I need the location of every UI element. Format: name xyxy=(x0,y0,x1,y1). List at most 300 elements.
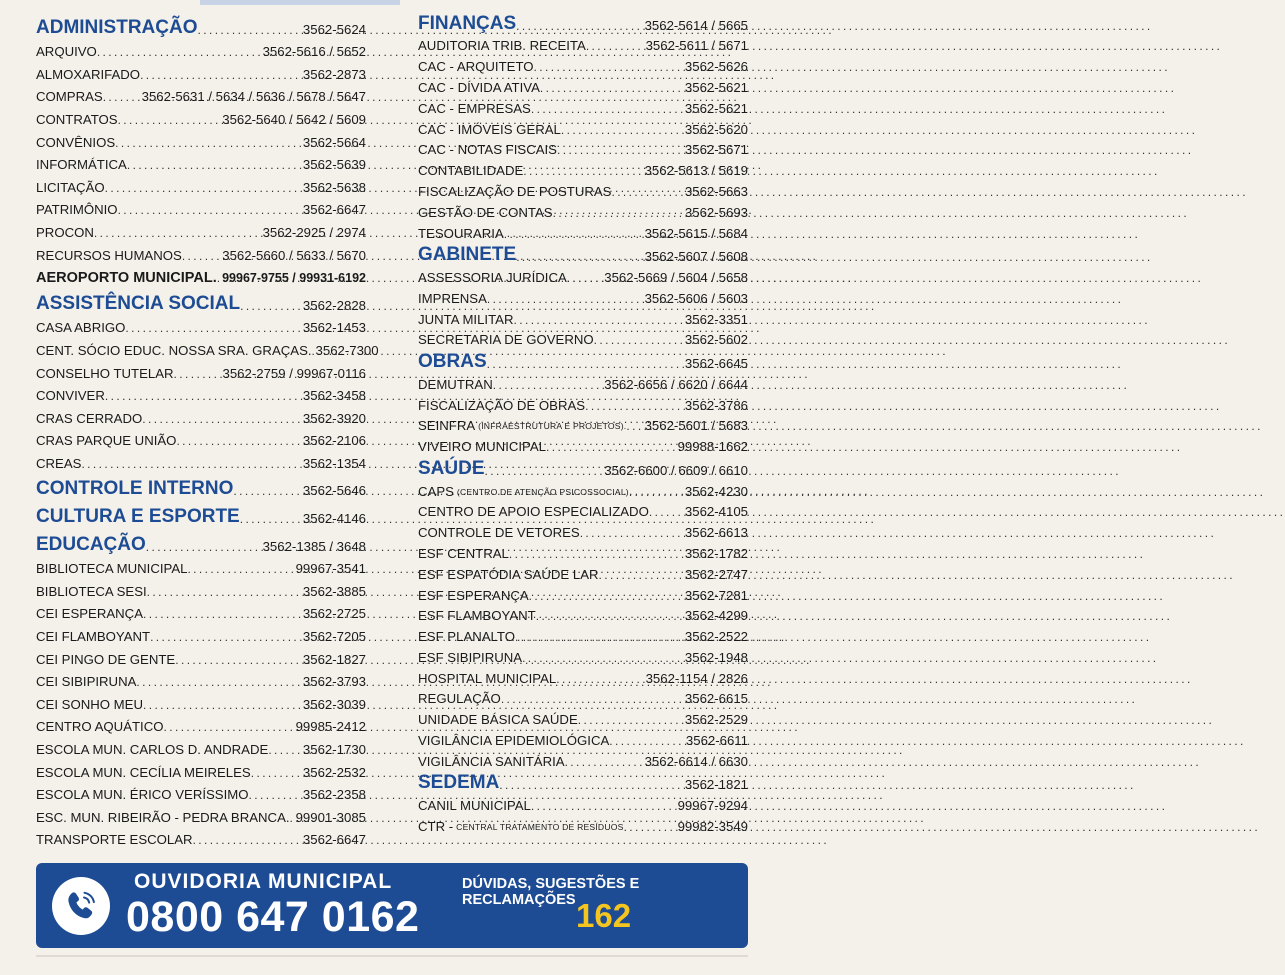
directory-column-right xyxy=(418,10,748,835)
phone-number[interactable]: 3562-1730 xyxy=(302,742,366,757)
section-heading-row xyxy=(418,770,748,794)
dot-leader xyxy=(146,539,263,555)
department-note: (INFRAESTRUTURA E PROJETOS). xyxy=(478,421,627,432)
section-title: CONTROLE INTERNO xyxy=(36,478,234,500)
directory-row xyxy=(418,500,748,521)
phone-number[interactable]: 3562-6614 / 6630 xyxy=(644,753,748,769)
department-name: CAC - NOTAS FISCAIS xyxy=(418,142,557,158)
dot-leader xyxy=(164,719,296,735)
dot-leader xyxy=(81,456,302,472)
dot-leader xyxy=(516,249,644,265)
dot-leader xyxy=(624,819,678,835)
department-name: ESF FLAMBOYANT xyxy=(418,608,536,624)
directory-row xyxy=(36,427,366,450)
department-name: LICITAÇÃO xyxy=(36,179,105,195)
dot-leader xyxy=(150,629,303,645)
department-name: SEINFRA xyxy=(418,418,476,434)
dot-leader xyxy=(529,588,685,604)
department-name: INFORMÁTICA xyxy=(36,157,127,173)
dot-leader xyxy=(556,671,645,687)
directory-row xyxy=(418,286,748,307)
dot-leader xyxy=(516,18,644,34)
dot-leader xyxy=(515,629,685,645)
dot-leader xyxy=(531,798,678,814)
phone-number[interactable]: 3562-5663 xyxy=(684,183,748,199)
phone-number[interactable]: 3562-5606 / 5603 xyxy=(644,290,748,306)
department-name: CAC - IMÓVEIS GERAL xyxy=(418,121,561,137)
phone-number[interactable]: 3562-2759 / 99967-0116 xyxy=(222,365,366,381)
phone-number[interactable]: 3562-5607 / 5608 xyxy=(644,249,748,265)
directory-column-left xyxy=(36,10,379,848)
department-name: CONTROLE DE VETORES xyxy=(418,525,580,541)
phone-number[interactable]: 3562-3793 xyxy=(302,674,366,690)
dot-leader xyxy=(176,433,302,449)
dot-leader xyxy=(509,546,685,562)
phone-number[interactable]: 3562-1453 xyxy=(302,320,366,336)
phone-number[interactable]: 3562-6645 xyxy=(684,355,748,371)
phone-number[interactable]: 3562-5631 / 5634 / 5636 / 5678 / 5647 xyxy=(141,89,366,105)
ouvidoria-banner xyxy=(36,863,748,948)
dot-leader xyxy=(546,439,678,455)
directory-row xyxy=(418,645,748,666)
directory-row xyxy=(418,814,748,835)
department-name: ESF CENTRAL xyxy=(418,545,509,561)
department-name: CONSELHO TUTELAR xyxy=(36,365,174,381)
department-name: CONVIVER xyxy=(36,388,105,404)
phone-number[interactable]: 3562-5613 / 5619 xyxy=(644,163,748,179)
dot-leader xyxy=(97,44,263,60)
phone-number[interactable]: 3562-5664 xyxy=(302,134,366,150)
phone-number[interactable]: 3562-4146 xyxy=(302,511,366,527)
phone-number[interactable]: 3562-6656 / 6620 / 6644 xyxy=(604,376,748,392)
directory-row xyxy=(418,666,748,687)
department-name: CEI FLAMBOYANT xyxy=(36,629,151,645)
dot-leader xyxy=(198,22,303,38)
directory-row xyxy=(36,264,366,287)
directory-row xyxy=(418,479,748,500)
dot-leader xyxy=(629,484,685,500)
phone-number[interactable]: 3562-6647 xyxy=(302,202,366,218)
phone-number[interactable]: 3562-5624 xyxy=(302,21,366,37)
dot-leader xyxy=(611,184,684,200)
department-name: CASA ABRIGO xyxy=(36,320,126,336)
department-name: BIBLIOTECA MUNICIPAL xyxy=(36,561,188,577)
dot-leader xyxy=(127,157,303,173)
section-title: ASSISTÊNCIA SOCIAL xyxy=(36,292,241,314)
directory-row xyxy=(36,735,366,758)
department-name: CAC - DÍVIDA ATIVA xyxy=(418,79,540,95)
phone-number[interactable]: 3562-4299 xyxy=(684,608,748,624)
dot-leader xyxy=(233,483,303,499)
dot-leader xyxy=(268,742,303,758)
dot-leader xyxy=(174,366,223,382)
directory-row xyxy=(36,826,366,849)
department-name: CONTRATOS xyxy=(36,111,118,127)
phone-number[interactable]: 3562-2529 xyxy=(684,712,748,728)
dot-leader xyxy=(504,226,645,242)
dot-leader xyxy=(649,504,685,520)
section-heading-row xyxy=(36,10,366,38)
dot-leader xyxy=(534,59,685,75)
department-name: ESCOLA MUN. ÉRICO VERÍSSIMO xyxy=(36,787,249,803)
department-name: CAPS xyxy=(418,483,454,499)
dot-leader xyxy=(536,608,685,624)
section-title: GABINETE xyxy=(418,244,517,266)
directory-row xyxy=(418,372,748,393)
department-name: ESF ESPERANÇA xyxy=(418,587,529,603)
department-name: CEI ESPERANÇA xyxy=(36,606,143,622)
dot-leader xyxy=(182,248,222,264)
section-heading-row xyxy=(36,472,366,500)
department-name: JUNTA MILITAR xyxy=(418,311,514,327)
dot-leader xyxy=(487,356,685,372)
department-name: CTR - xyxy=(418,819,454,835)
directory-row xyxy=(36,449,366,472)
directory-row xyxy=(36,577,366,600)
department-name: CONVÊNIOS xyxy=(36,134,116,150)
directory-row xyxy=(418,749,748,770)
phone-number[interactable]: 3562-5640 / 5642 / 5609 xyxy=(222,111,366,127)
phone-number[interactable]: 3562-1948 xyxy=(684,649,748,665)
ouvidoria-title: OUVIDORIA MUNICIPAL xyxy=(134,870,393,893)
department-name: ASSESSORIA JURÍDICA xyxy=(418,269,567,285)
phone-number[interactable]: 99988-1662 xyxy=(677,439,748,455)
dot-leader xyxy=(599,567,685,583)
department-name: ESF ESPATÓDIA SAÚDE LAR xyxy=(418,566,599,582)
department-name: CENT. SÓCIO EDUC. NOSSA SRA. GRAÇAS. xyxy=(36,342,312,358)
department-name: REGULAÇÃO xyxy=(418,691,501,707)
phone-number[interactable]: 3562-7281 xyxy=(684,587,748,603)
phone-number[interactable]: 3562-7205 xyxy=(302,629,366,645)
section-heading-row xyxy=(418,455,748,479)
department-name: CENTRO AQUÁTICO xyxy=(36,719,164,735)
dot-leader xyxy=(103,89,142,105)
dot-leader xyxy=(580,525,685,541)
directory-row xyxy=(418,34,748,55)
directory-row xyxy=(418,328,748,349)
dot-leader xyxy=(240,511,303,527)
phone-number[interactable]: 3562-5611 / 5671 xyxy=(645,38,748,54)
phone-number[interactable]: 99967-9294 xyxy=(677,798,748,814)
phone-number[interactable]: 3562-6600 / 6609 / 6610 xyxy=(604,462,748,478)
phone-number[interactable]: 3562-5646 xyxy=(302,483,366,499)
department-name: VIGILÂNCIA SANITÁRIA xyxy=(418,753,565,769)
section-heading-row xyxy=(36,499,366,527)
phone-number[interactable]: 99901-3085 xyxy=(295,809,366,825)
department-name: BIBLIOTECA SESI xyxy=(36,583,147,599)
directory-row xyxy=(36,803,366,826)
directory-row xyxy=(36,105,366,128)
phone-icon xyxy=(52,877,110,935)
section-heading-row xyxy=(418,10,748,34)
phone-number[interactable]: 3562-7300 xyxy=(315,342,379,358)
dot-leader xyxy=(594,332,685,348)
dot-leader xyxy=(94,225,263,241)
bottom-divider xyxy=(36,955,748,957)
directory-row xyxy=(418,687,748,708)
section-title: ADMINISTRAÇÃO xyxy=(36,16,198,38)
directory-row xyxy=(418,221,748,242)
department-note: (CENTRO DE ATENÇÃO PSICOSSOCIAL) xyxy=(456,486,629,497)
department-name: CREAS xyxy=(36,455,82,471)
department-name: DEMUTRAN xyxy=(418,376,493,392)
phone-number[interactable]: 3562-5660 / 5633 / 5670 xyxy=(222,247,366,263)
phone-number[interactable]: 3562-6613 xyxy=(684,525,748,541)
dot-leader xyxy=(493,377,605,393)
dot-leader xyxy=(522,650,685,666)
directory-row xyxy=(36,173,366,196)
directory-row xyxy=(418,54,748,75)
phone-number[interactable]: 3562-5693 xyxy=(684,204,748,220)
directory-row xyxy=(36,314,366,337)
dot-leader xyxy=(561,122,685,138)
directory-row xyxy=(36,690,366,713)
directory-row xyxy=(36,151,366,174)
directory-row xyxy=(418,793,748,814)
phone-number[interactable]: 3562-1154 / 2826 xyxy=(645,670,748,686)
dot-leader xyxy=(586,38,646,54)
phone-number[interactable]: 3562-5621 xyxy=(684,100,748,116)
directory-row xyxy=(36,600,366,623)
dot-leader xyxy=(557,142,685,158)
department-name: TESOURARIA xyxy=(418,225,504,241)
directory-row xyxy=(418,117,748,138)
directory-row xyxy=(418,707,748,728)
directory-row xyxy=(418,96,748,117)
directory-row xyxy=(418,624,748,645)
department-note: CENTRAL TRATAMENTO DE RESÍDUOS xyxy=(456,822,624,833)
phone-number[interactable]: 3562-5621 xyxy=(684,79,748,95)
directory-row xyxy=(36,713,366,736)
phone-number[interactable]: 99985-2412 xyxy=(295,719,366,735)
department-name: CEI SIBIPIRUNA xyxy=(36,674,137,690)
department-name: AUDITORIA TRIB. RECEITA xyxy=(418,38,586,54)
department-name: CANIL MUNICIPAL xyxy=(418,798,531,814)
directory-row xyxy=(418,179,748,200)
department-name: SECRETARIA DE GOVERNO xyxy=(418,332,594,348)
department-name: ESF SIBIPIRUNA xyxy=(418,649,523,665)
dot-leader xyxy=(118,202,303,218)
phone-number[interactable]: 3562-2925 / 2974 xyxy=(262,224,366,240)
phone-number[interactable]: 3562-2747 xyxy=(684,566,748,582)
dot-leader xyxy=(251,765,303,781)
directory-row xyxy=(36,668,366,691)
department-name: VIVEIRO MUNICIPAL xyxy=(418,439,546,455)
department-name: ARQUIVO xyxy=(36,44,97,60)
dot-leader xyxy=(609,733,686,749)
dot-leader xyxy=(187,561,295,577)
phone-number[interactable]: 3562-2828 xyxy=(302,297,366,313)
phone-number[interactable]: 3562-2106 xyxy=(302,433,366,449)
phone-number[interactable]: 3562-2358 xyxy=(302,787,366,803)
department-name: CAC - EMPRESAS xyxy=(418,100,531,116)
ouvidoria-phone-number[interactable]: 0800 647 0162 xyxy=(126,893,420,941)
dot-leader xyxy=(499,777,685,793)
phone-number[interactable]: 3562-5615 / 5684 xyxy=(644,225,748,241)
dot-leader xyxy=(240,298,303,314)
department-name: HOSPITAL MUNICIPAL xyxy=(418,670,557,686)
directory-row xyxy=(418,562,748,583)
department-name: VIGILÂNCIA EPIDEMIOLÓGICA xyxy=(418,733,610,749)
dot-leader xyxy=(540,80,685,96)
phone-number[interactable]: 3562-5669 / 5604 / 5658 xyxy=(604,269,748,285)
phone-number[interactable]: 3562-5601 / 5683 xyxy=(644,418,748,434)
phone-number[interactable]: 3562-5614 / 5665 xyxy=(644,17,748,33)
dot-leader xyxy=(626,418,644,434)
directory-row xyxy=(418,583,748,604)
dot-leader xyxy=(501,691,685,707)
phone-number[interactable]: 3562-4230 xyxy=(684,483,748,499)
phone-number[interactable]: 3562-5616 / 5652 xyxy=(262,44,366,60)
phone-number[interactable]: 3562-2522 xyxy=(684,629,748,645)
department-name: ESC. MUN. RIBEIRÃO - PEDRA BRANCA. xyxy=(36,809,290,825)
section-heading-row xyxy=(418,348,748,372)
phone-number[interactable]: 99982-3549 xyxy=(677,819,748,835)
department-name: ALMOXARIFADO xyxy=(36,66,141,82)
section-title: FINANÇAS xyxy=(418,12,517,34)
directory-row xyxy=(418,541,748,562)
phone-number[interactable]: 3562-6615 xyxy=(684,691,748,707)
directory-row xyxy=(418,75,748,96)
department-name: UNIDADE BÁSICA SAÚDE xyxy=(418,712,578,728)
dot-leader xyxy=(115,135,303,151)
department-name: AEROPORTO MUNICIPAL. xyxy=(36,270,217,287)
section-heading-row xyxy=(36,286,366,314)
phone-number[interactable]: 3562-5602 xyxy=(684,332,748,348)
section-heading-row xyxy=(418,242,748,266)
directory-row xyxy=(36,404,366,427)
department-name: PROCON xyxy=(36,224,94,240)
phone-number[interactable]: 3562-3885 xyxy=(302,583,366,599)
dot-leader xyxy=(175,652,303,668)
phone-number[interactable]: 3562-5671 xyxy=(684,142,748,158)
phone-number[interactable]: 3562-3039 xyxy=(302,696,366,712)
phone-number[interactable]: 3562-5638 xyxy=(302,179,366,195)
directory-row xyxy=(418,728,748,749)
dot-leader xyxy=(140,67,303,83)
dot-leader xyxy=(105,388,303,404)
dot-leader xyxy=(105,180,303,196)
duvidas-phone-number[interactable]: 162 xyxy=(576,897,632,934)
phone-number[interactable]: 3562-5639 xyxy=(302,157,366,173)
department-name: CEI PINGO DE GENTE xyxy=(36,651,176,667)
dot-leader xyxy=(136,674,303,690)
directory-row xyxy=(36,781,366,804)
directory-row xyxy=(418,138,748,159)
department-name: ESCOLA MUN. CECÍLIA MEIRELES xyxy=(36,764,251,780)
directory-row xyxy=(418,393,748,414)
department-name: CRAS PARQUE UNIÃO xyxy=(36,433,177,449)
directory-row xyxy=(36,196,366,219)
directory-row xyxy=(36,382,366,405)
phone-number[interactable]: 3562-5626 xyxy=(684,59,748,75)
directory-row xyxy=(36,38,366,61)
phone-number[interactable]: 3562-5620 xyxy=(684,121,748,137)
dot-leader xyxy=(147,584,303,600)
directory-row xyxy=(418,158,748,179)
dot-leader xyxy=(118,112,223,128)
section-title: EDUCAÇÃO xyxy=(36,533,146,555)
dot-leader xyxy=(143,606,303,622)
phone-number[interactable]: 3562-4105 xyxy=(684,504,748,520)
directory-row xyxy=(418,265,748,286)
dot-leader xyxy=(143,697,303,713)
section-heading-row xyxy=(36,527,366,555)
dot-leader xyxy=(567,270,605,286)
dot-leader xyxy=(578,712,685,728)
directory-row xyxy=(36,83,366,106)
phone-number[interactable]: 99967-9755 / 99931-6192 xyxy=(222,271,366,286)
dot-leader xyxy=(585,398,685,414)
department-name: RECURSOS HUMANOS xyxy=(36,247,182,263)
phone-number[interactable]: 3562-1827 xyxy=(302,651,366,667)
directory-row xyxy=(418,307,748,328)
department-name: FISCALIZAÇÃO DE OBRAS xyxy=(418,397,586,413)
phone-number[interactable]: 3562-2532 xyxy=(302,764,366,780)
phone-number[interactable]: 3562-2725 xyxy=(302,606,366,622)
section-title: SEDEMA xyxy=(418,772,500,794)
phone-number[interactable]: 3562-3786 xyxy=(684,397,748,413)
section-title: SAÚDE xyxy=(418,457,485,479)
dot-leader xyxy=(487,291,645,307)
section-title: OBRAS xyxy=(418,350,487,372)
department-name: GESTÃO DE CONTAS xyxy=(418,204,553,220)
directory-row xyxy=(418,604,748,625)
department-name: CONTABILIDADE xyxy=(418,163,524,179)
directory-row xyxy=(36,128,366,151)
phone-number[interactable]: 3562-1782 xyxy=(684,545,748,561)
dot-leader xyxy=(523,163,644,179)
phone-number[interactable]: 3562-1385 / 3648 xyxy=(262,538,366,554)
department-name: ESCOLA MUN. CARLOS D. ANDRADE xyxy=(36,742,269,757)
dot-leader xyxy=(565,754,645,770)
department-name: CAC - ARQUITETO xyxy=(418,59,534,75)
phone-number[interactable]: 99967-3541 xyxy=(295,561,366,577)
phone-number[interactable]: 3562-3351 xyxy=(684,311,748,327)
directory-row xyxy=(36,758,366,781)
directory-row xyxy=(418,414,748,435)
department-name: IMPRENSA xyxy=(418,290,487,306)
department-name: CRAS CERRADO xyxy=(36,410,143,426)
directory-row xyxy=(36,60,366,83)
dot-leader xyxy=(125,320,303,336)
directory-row xyxy=(36,622,366,645)
directory-row xyxy=(418,434,748,455)
directory-row xyxy=(36,218,366,241)
department-name: CENTRO DE APOIO ESPECIALIZADO xyxy=(418,504,649,520)
phone-number[interactable]: 3562-6647 xyxy=(302,832,366,848)
phone-number[interactable]: 3562-1821 xyxy=(684,777,748,793)
phone-number[interactable]: 3562-1354 xyxy=(302,455,366,471)
dot-leader xyxy=(531,101,685,117)
phone-number[interactable]: 3562-2873 xyxy=(302,66,366,82)
directory-row xyxy=(418,200,748,221)
dot-leader xyxy=(553,205,685,221)
phone-number[interactable]: 3562-6611 xyxy=(685,733,748,749)
dot-leader xyxy=(249,787,303,803)
directory-row xyxy=(36,241,366,264)
directory-row xyxy=(36,555,366,578)
dot-leader xyxy=(514,312,685,328)
department-name: FISCALIZAÇÃO DE POSTURAS xyxy=(418,183,612,199)
directory-row xyxy=(36,359,366,382)
directory-row xyxy=(418,520,748,541)
phone-number[interactable]: 3562-3458 xyxy=(302,388,366,404)
department-name: PATRIMÔNIO xyxy=(36,202,118,218)
dot-leader xyxy=(142,411,303,427)
department-name: ESF PLANALTO xyxy=(418,629,515,645)
phone-number[interactable]: 3562-3920 xyxy=(302,410,366,426)
